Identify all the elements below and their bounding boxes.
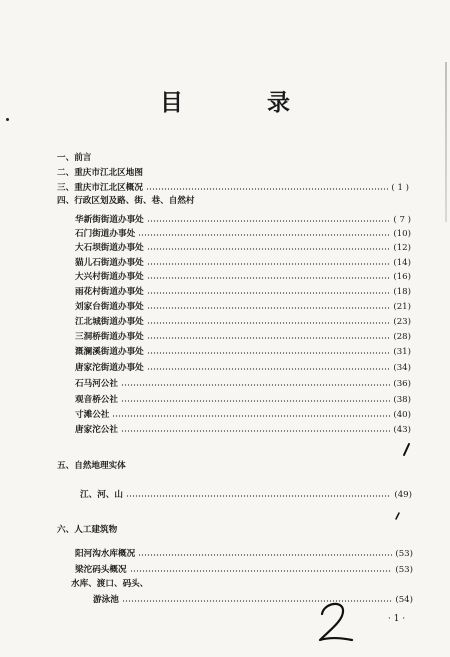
page-title: 目 录 <box>159 89 328 116</box>
toc-entry <box>75 346 411 357</box>
toc-entry-page: (53) <box>395 549 413 559</box>
leader-dots <box>147 292 391 294</box>
toc-entry-page: (34) <box>393 363 411 373</box>
toc-entry-page: (21) <box>393 302 411 312</box>
toc-entry <box>75 228 411 239</box>
toc-entry <box>75 564 413 575</box>
toc-entry <box>75 316 411 327</box>
toc-entry-page: (49) <box>394 490 412 500</box>
section-preface: 一、前言 <box>57 153 92 163</box>
leader-dots <box>130 570 393 572</box>
pen-mark <box>400 440 414 458</box>
leader-dots <box>147 352 391 354</box>
toc-entry <box>75 548 413 559</box>
toc-entry-label: 刘家台街道办事处 <box>75 302 144 312</box>
toc-entry-label: 唐家沱公社 <box>75 425 118 435</box>
scan-speck <box>6 118 9 121</box>
toc-entry-label: 大兴村街道办事处 <box>75 272 144 282</box>
toc-entry-label: 梁沱码头概况 <box>75 565 127 575</box>
toc-entry <box>80 489 412 500</box>
toc-entry <box>75 362 411 373</box>
toc-entry-page: (23) <box>393 317 411 327</box>
toc-entry-label: 猫儿石街道办事处 <box>75 258 144 268</box>
toc-entry-page: (53) <box>395 565 413 575</box>
toc-entry-label: 大石坝街道办事处 <box>75 243 144 253</box>
leader-dots <box>121 430 390 432</box>
leader-dots <box>121 400 390 402</box>
toc-entry-page: (43) <box>393 425 411 435</box>
toc-entry <box>75 257 411 268</box>
section-man-made-structures: 六、人工建筑物 <box>57 525 118 535</box>
leader-dots <box>138 554 392 556</box>
toc-entry-label: 游泳池 <box>93 595 119 605</box>
toc-entry-page: (38) <box>393 395 411 405</box>
toc-entry <box>75 378 411 389</box>
section-overview-label: 三、重庆市江北区概况 <box>57 183 143 193</box>
toc-entry-page: (18) <box>393 287 411 297</box>
leader-dots <box>121 384 390 386</box>
toc-entry-label: 唐家沱街道办事处 <box>75 363 144 373</box>
toc-entry-label: 水库、渡口、码头、 <box>71 579 149 589</box>
toc-entry <box>75 394 411 405</box>
toc-entry <box>75 242 411 253</box>
leader-dots <box>147 337 391 339</box>
toc-entry-page: (40) <box>393 410 411 420</box>
handwritten-number <box>312 600 360 646</box>
toc-entry-page: (31) <box>393 347 411 357</box>
toc-entry-label: 寸滩公社 <box>75 410 110 420</box>
toc-entry-label: 江北城街道办事处 <box>75 317 144 327</box>
toc-entry-label: 溉澜溪街道办事处 <box>75 347 144 357</box>
pen-mark <box>393 510 403 522</box>
toc-entry <box>75 286 411 297</box>
toc-entry-label: 三洞桥街道办事处 <box>75 332 144 342</box>
toc-entry <box>75 424 411 435</box>
toc-entry-label: 华新街街道办事处 <box>75 215 144 225</box>
toc-entry-page: (14) <box>393 258 411 268</box>
section-admin-divisions: 四、行政区划及路、街、巷、自然村 <box>57 196 195 206</box>
section-overview <box>57 182 409 193</box>
toc-entry-page: ( 7 ) <box>393 215 411 225</box>
toc-entry-label: 阳河沟水库概况 <box>75 549 136 559</box>
toc-entry-page: (12) <box>393 243 411 253</box>
leader-dots <box>147 368 391 370</box>
leader-dots <box>147 322 391 324</box>
toc-entry <box>75 271 411 282</box>
section-overview-page: ( 1 ) <box>391 183 409 193</box>
section-map: 二、重庆市江北区地图 <box>57 168 143 178</box>
scan-edge <box>445 62 447 222</box>
toc-entry-page: (54) <box>395 595 413 605</box>
leader-dots <box>147 220 391 222</box>
toc-entry <box>75 409 411 420</box>
toc-entry-page: (16) <box>393 272 411 282</box>
toc-entry-page: (10) <box>393 229 411 239</box>
toc-entry <box>75 214 411 225</box>
section-natural-features: 五、自然地理实体 <box>57 461 126 471</box>
toc-entry-label: 江、河、山 <box>80 490 123 500</box>
toc-entry-label: 雨花村街道办事处 <box>75 287 144 297</box>
leader-dots <box>147 307 391 309</box>
leader-dots <box>147 248 391 250</box>
toc-entry-page: (36) <box>393 379 411 389</box>
toc-entry <box>93 594 413 605</box>
leader-dots <box>147 277 391 279</box>
leader-dots <box>138 234 390 236</box>
leader-dots <box>126 495 391 497</box>
leader-dots <box>147 263 391 265</box>
leader-dots <box>146 188 388 190</box>
leader-dots <box>112 415 390 417</box>
toc-entry-label: 观音桥公社 <box>75 395 118 405</box>
toc-entry-page: (28) <box>393 332 411 342</box>
toc-entry <box>75 331 411 342</box>
page-number: · 1 · <box>388 614 406 624</box>
toc-entry-label: 石马河公社 <box>75 379 118 389</box>
toc-entry <box>75 301 411 312</box>
toc-entry-label: 石门街道办事处 <box>75 229 136 239</box>
